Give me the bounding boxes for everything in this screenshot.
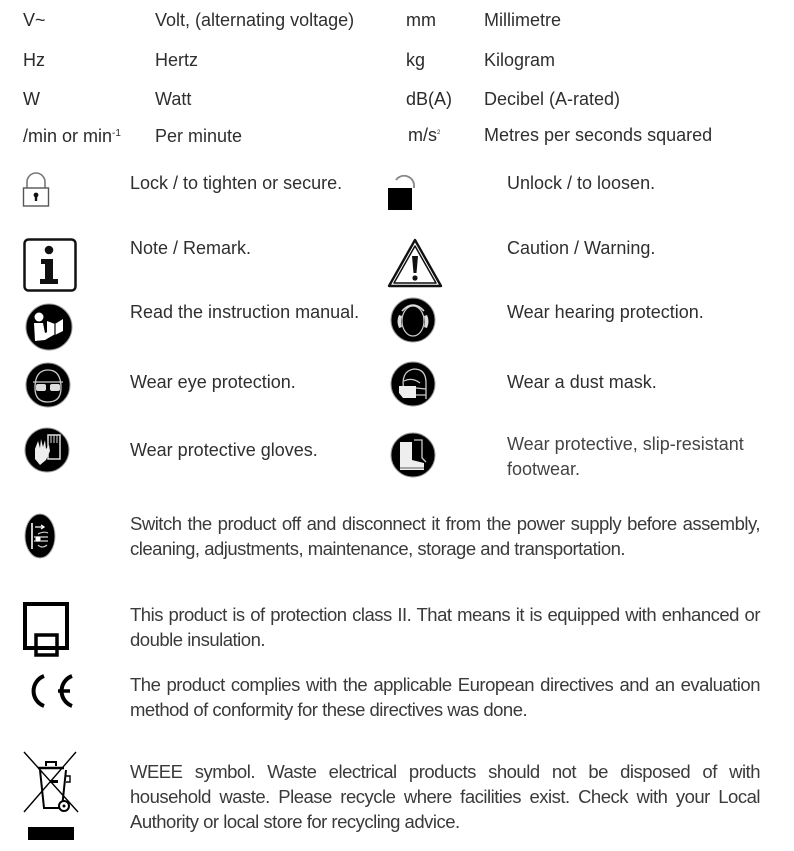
symbol-text: Note / Remark. [130, 238, 252, 258]
notice-text: This product is of protection class II. That means it is equipped with enhanced or double insulation. [130, 604, 760, 650]
symbol-text: Unlock / to loosen. [507, 173, 656, 193]
symbol-text: Wear eye protection. [130, 372, 296, 392]
symbol-text: Wear a dust mask. [507, 372, 657, 392]
unit-meaning: Decibel (A-rated) [484, 89, 621, 109]
symbol-text: Wear protective gloves. [130, 440, 318, 460]
disconnect-power-icon [24, 513, 56, 559]
symbol-text: Wear protective, slip-resistant footwear. [507, 434, 744, 479]
unit-meaning: Millimetre [484, 10, 562, 30]
notice-text: Switch the product off and disconnect it from the power supply before assembly, cleaning, adjustments, maintenance, storage and transportation. [130, 513, 760, 559]
notice-text: The product complies with the applicable European directives and an evaluation method of conformity for these directives was done. [130, 674, 760, 720]
unit-symbol: dB(A) [406, 89, 453, 109]
info-icon [23, 238, 78, 293]
eye-protection-icon [25, 362, 71, 408]
notice-text: WEEE symbol. Waste electrical products should not be disposed of with household waste. Please recycle where facilities exist. Check with your Local Authority or local store for recycling advice. [130, 761, 760, 832]
unit-symbol: mm [406, 10, 436, 30]
unit-meaning: Volt, (alternating voltage) [155, 10, 355, 30]
unit-meaning: Watt [155, 89, 192, 109]
symbol-text: Read the instruction manual. [130, 302, 360, 322]
read-manual-icon [25, 303, 73, 351]
unit-meaning: Hertz [155, 50, 199, 70]
unit-symbol: V~ [23, 10, 46, 30]
gloves-icon [24, 427, 70, 473]
weee-icon [22, 750, 88, 842]
unit-meaning: Metres per seconds squared [484, 125, 713, 145]
unit-symbol: /min or $\min^{-1}$ [23, 126, 121, 146]
unit-symbol: W [23, 89, 40, 109]
footwear-icon [390, 432, 436, 478]
hearing-protection-icon [390, 297, 436, 343]
lock-icon [22, 172, 50, 208]
unit-symbol: $m/s^2$ [408, 125, 441, 145]
unit-symbol: Hz [23, 50, 45, 70]
warning-icon [387, 238, 443, 288]
ce-mark-icon [22, 673, 76, 709]
symbol-text: Wear hearing protection. [507, 302, 704, 322]
unit-meaning: Kilogram [484, 50, 556, 70]
unit-symbol: kg [406, 50, 426, 70]
unit-meaning: Per minute [155, 126, 243, 146]
unlock-icon [386, 172, 416, 212]
symbol-text: Caution / Warning. [507, 238, 656, 258]
protection-class-ii-icon [22, 601, 72, 657]
symbol-text: Lock / to tighten or secure. [130, 173, 343, 193]
dust-mask-icon [390, 361, 436, 407]
